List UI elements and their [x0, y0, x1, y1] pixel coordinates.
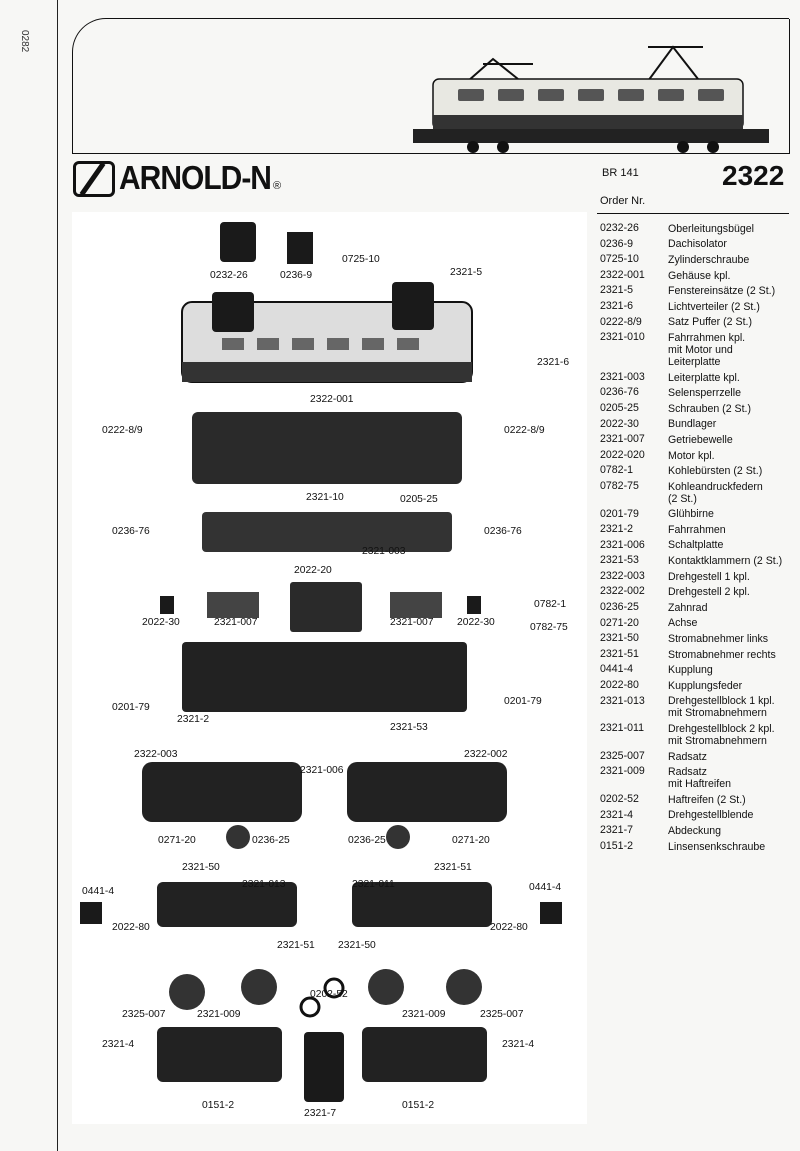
part-row: [600, 330, 790, 370]
part-number: 2321-7: [600, 824, 633, 837]
diagram-label: 0782-1: [534, 599, 567, 610]
diagram-label: 0236-76: [112, 526, 150, 537]
exploded-view: [72, 212, 587, 1124]
diagram-label: 0271-20: [158, 835, 196, 846]
part-name: Drehgestell 1 kpl.: [668, 570, 750, 583]
diagram-label: 2321-10: [306, 492, 344, 503]
diagram-label: 0201-79: [112, 702, 150, 713]
part-row: [600, 569, 790, 585]
part-name: Bundlager: [668, 418, 717, 431]
part-row: [600, 463, 790, 479]
part-row: [600, 792, 790, 808]
part-row: [600, 221, 790, 237]
diagram-label: 2322-003: [134, 749, 178, 760]
part-name: Schaltplatte: [668, 539, 724, 552]
part-number: 0205-25: [600, 401, 639, 414]
exploded-view-drawing: [72, 212, 587, 1124]
part-row: [600, 678, 790, 694]
locomotive-illustration: [73, 19, 789, 154]
part-number: 0782-75: [600, 479, 639, 492]
part-name: Radsatz mit Haftreifen: [668, 766, 731, 791]
part-number: 2321-50: [600, 632, 639, 645]
diagram-label: 2022-20: [294, 565, 332, 576]
part-number: 2321-53: [600, 554, 639, 567]
part-name: Haftreifen (2 St.): [668, 793, 746, 806]
part-row: [600, 631, 790, 647]
diagram-label: 2322-001: [310, 394, 354, 405]
part-name: Satz Puffer (2 St.): [668, 316, 752, 329]
part-row: [600, 417, 790, 433]
model-name: BR 141: [602, 167, 639, 179]
part-number: 0725-10: [600, 253, 639, 266]
part-name: Getriebewelle: [668, 433, 733, 446]
part-number: 2321-009: [600, 765, 645, 778]
part-name: Achse: [668, 617, 698, 630]
part-number: 0236-9: [600, 237, 633, 250]
order-header: Order Nr.: [600, 195, 646, 207]
diagram-label: 2321-6: [537, 357, 570, 368]
part-row: [600, 522, 790, 538]
diagram-label: 2321-009: [402, 1009, 446, 1020]
diagram-label: 2321-007: [214, 617, 258, 628]
part-number: 2321-2: [600, 523, 633, 536]
part-number: 2322-001: [600, 268, 645, 281]
order-rule: [597, 213, 789, 214]
part-row: [600, 401, 790, 417]
diagram-label: 0151-2: [202, 1100, 235, 1111]
part-row: [600, 538, 790, 554]
diagram-label: 0271-20: [452, 835, 490, 846]
catalog-number: 2322: [722, 160, 785, 191]
part-row: [600, 448, 790, 464]
part-number: 2325-007: [600, 749, 645, 762]
part-number: 2022-020: [600, 448, 645, 461]
part-number: 0202-52: [600, 793, 639, 805]
diagram-label: 0151-2: [402, 1100, 435, 1111]
part-name: Selensperrzelle: [668, 387, 742, 400]
diagram-label: 2321-003: [362, 546, 406, 557]
diagram-label: 2321-53: [390, 722, 428, 733]
part-row: [600, 252, 790, 268]
part-number: 2321-010: [600, 331, 645, 344]
part-name: Stromabnehmer links: [668, 633, 769, 646]
part-name: Lichtverteiler (2 St.): [668, 300, 760, 313]
brand-mark-icon: [73, 161, 115, 197]
part-name: Kupplung: [668, 664, 713, 677]
part-number: 0236-25: [600, 601, 639, 614]
part-name: Zylinderschraube: [668, 253, 750, 266]
diagram-label: 0782-75: [530, 622, 568, 633]
diagram-label: 2321-2: [177, 714, 210, 725]
part-row: [600, 479, 790, 507]
part-row: [600, 370, 790, 386]
part-name: Leiterplatte kpl.: [668, 371, 740, 384]
part-row: [600, 584, 790, 600]
brand-logo: [73, 162, 281, 196]
part-row: [600, 694, 790, 722]
part-row: [600, 553, 790, 569]
part-row: [600, 283, 790, 299]
part-row: [600, 808, 790, 824]
part-number: 0441-4: [600, 663, 633, 676]
part-row: [600, 507, 790, 523]
part-number: 2022-80: [600, 679, 639, 692]
part-row: [600, 432, 790, 448]
diagram-label: 2321-50: [182, 862, 220, 873]
margin-code: 0282: [19, 30, 30, 53]
part-number: 2022-30: [600, 417, 639, 430]
part-name: Kontaktklammern (2 St.): [668, 555, 783, 568]
part-name: Kohleandruckfedern (2 St.): [668, 480, 763, 505]
margin-line: [57, 0, 58, 1151]
part-name: Abdeckung: [668, 824, 722, 837]
part-row: [600, 268, 790, 284]
part-name: Glühbirne: [668, 508, 714, 521]
diagram-label: 2022-30: [142, 617, 180, 628]
part-number: 2321-003: [600, 370, 645, 383]
part-name: Oberleitungsbügel: [668, 222, 754, 235]
part-name: Drehgestellblende: [668, 809, 754, 822]
diagram-label: 0236-76: [484, 526, 522, 537]
diagram-label: 0222-8/9: [504, 425, 545, 436]
part-row: [600, 839, 790, 855]
diagram-label: 2321-51: [277, 940, 315, 951]
part-row: [600, 315, 790, 331]
part-row: [600, 299, 790, 315]
part-number: 0222-8/9: [600, 315, 642, 328]
part-number: 2322-003: [600, 569, 645, 582]
part-row: [600, 385, 790, 401]
part-name: Drehgestellblock 2 kpl. mit Stromabnehmern: [668, 723, 775, 748]
part-number: 0201-79: [600, 507, 639, 520]
diagram-label: 0232-26: [210, 270, 248, 281]
diagram-label: 2321-011: [352, 879, 395, 890]
diagram-label: 0725-10: [342, 254, 380, 265]
part-name: Drehgestell 2 kpl.: [668, 586, 750, 599]
locomotive-frame: [72, 18, 789, 154]
part-name: Kohlebürsten (2 St.): [668, 465, 763, 478]
parts-list: [600, 221, 790, 854]
part-number: 0232-26: [600, 222, 639, 234]
part-name: Fahrrahmen: [668, 523, 726, 536]
diagram-label: 2322-002: [464, 749, 508, 760]
part-number: 0271-20: [600, 616, 639, 629]
part-row: [600, 616, 790, 632]
brand-name: ARNOLD-N: [119, 160, 271, 197]
diagram-label: 2325-007: [122, 1009, 166, 1020]
diagram-label: 2321-4: [502, 1039, 535, 1050]
part-row: [600, 662, 790, 678]
diagram-label: 2321-4: [102, 1039, 135, 1050]
part-row: [600, 237, 790, 253]
part-number: 2322-002: [600, 585, 645, 598]
diagram-label: 2321-009: [197, 1009, 241, 1020]
part-row: [600, 647, 790, 663]
part-number: 2321-4: [600, 808, 633, 821]
part-row: [600, 721, 790, 749]
part-name: Dachisolator: [668, 238, 727, 251]
part-name: Fahrrahmen kpl. mit Motor und Leiterplatte: [668, 331, 746, 368]
part-name: Motor kpl.: [668, 449, 715, 462]
part-name: Stromabnehmer rechts: [668, 648, 776, 661]
part-number: 2321-013: [600, 694, 645, 707]
diagram-label: 2321-7: [304, 1108, 337, 1119]
part-row: [600, 823, 790, 839]
part-number: 0236-76: [600, 386, 639, 399]
part-name: Linsensenkschraube: [668, 840, 766, 853]
diagram-label: 0441-4: [82, 886, 115, 897]
part-number: 2321-011: [600, 722, 644, 735]
diagram-label: 0236-25: [348, 835, 386, 846]
part-name: Radsatz: [668, 750, 707, 763]
diagram-label: 0202-52: [310, 989, 348, 1000]
part-row: [600, 764, 790, 792]
part-name: Gehäuse kpl.: [668, 269, 731, 282]
diagram-label: 0222-8/9: [102, 425, 143, 436]
part-number: 0782-1: [600, 464, 633, 477]
diagram-label: 2022-80: [112, 922, 150, 933]
diagram-label: 2325-007: [480, 1009, 524, 1020]
part-number: 2321-5: [600, 284, 633, 297]
diagram-label: 2022-80: [490, 922, 528, 933]
diagram-label: 2022-30: [457, 617, 495, 628]
diagram-label: 0201-79: [504, 696, 542, 707]
part-number: 2321-51: [600, 647, 639, 660]
diagram-label: 2321-51: [434, 862, 472, 873]
diagram-label: 2321-013: [242, 879, 286, 890]
diagram-label: 0236-9: [280, 270, 313, 281]
part-name: Kupplungsfeder: [668, 679, 743, 692]
part-name: Zahnrad: [668, 601, 708, 614]
part-row: [600, 600, 790, 616]
diagram-label: 2321-006: [300, 765, 344, 776]
part-name: Fenstereinsätze (2 St.): [668, 285, 776, 298]
part-row: [600, 749, 790, 765]
diagram-label: 2321-5: [450, 267, 483, 278]
part-number: 2321-007: [600, 433, 645, 446]
part-name: Schrauben (2 St.): [668, 402, 752, 415]
part-number: 0151-2: [600, 839, 633, 852]
diagram-label: 2321-50: [338, 940, 376, 951]
diagram-label: 0441-4: [529, 882, 562, 893]
part-name: Drehgestellblock 1 kpl. mit Stromabnehmern: [668, 695, 775, 720]
diagram-label: 2321-007: [390, 617, 434, 628]
diagram-label: 0236-25: [252, 835, 290, 846]
diagram-label: 0205-25: [400, 494, 438, 505]
part-number: 2321-006: [600, 538, 645, 551]
registered-mark: ®: [272, 180, 282, 192]
part-number: 2321-6: [600, 299, 633, 312]
